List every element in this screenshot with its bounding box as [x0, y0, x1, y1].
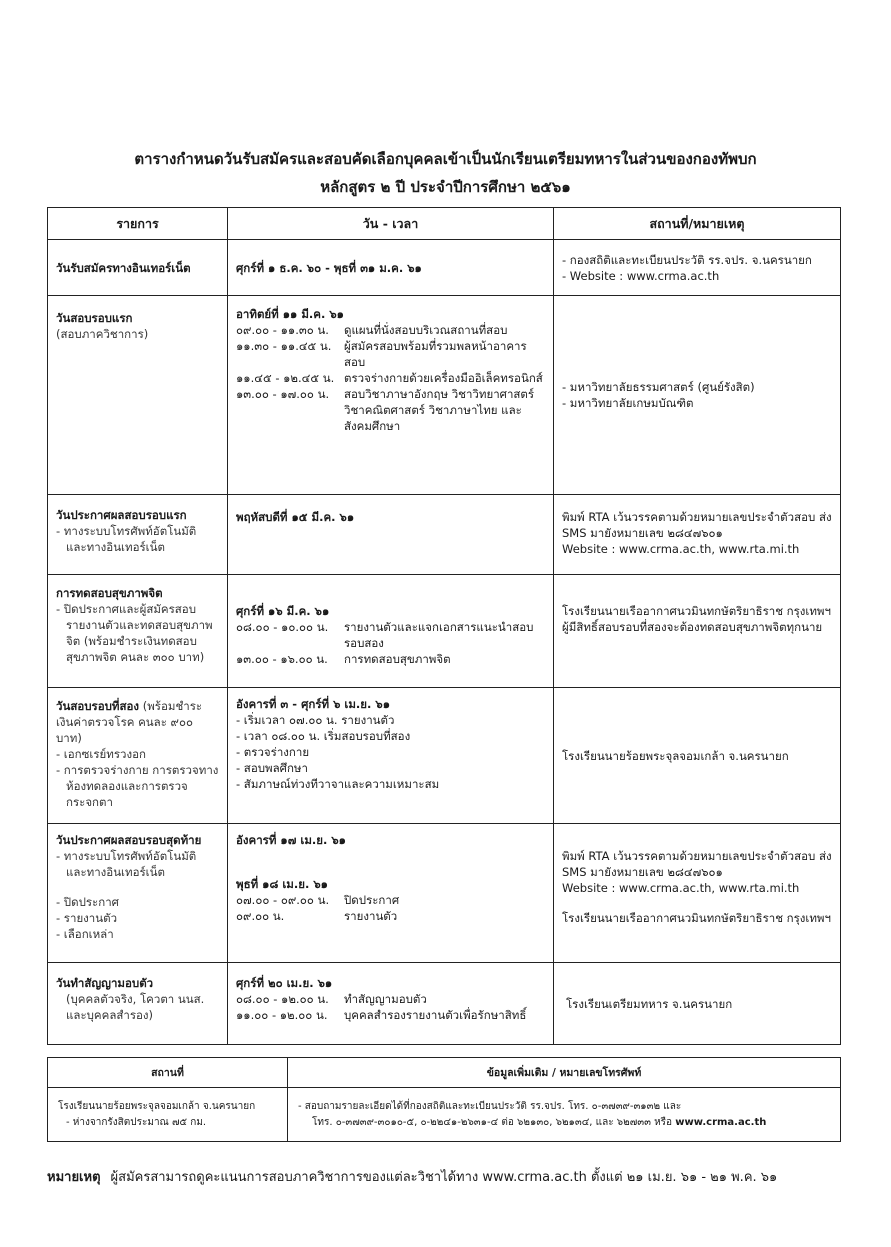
place-line: โรงเรียนนายร้อยพระจุลจอมเกล้า จ.นครนายก	[58, 1100, 256, 1112]
date-label: อาทิตย์ที่ ๑๑ มี.ค. ๖๑	[236, 307, 344, 321]
header-info: ข้อมูลเพิ่มเติม / หมายเลขโทรศัพท์	[288, 1058, 841, 1088]
header-datetime: วัน - เวลา	[228, 208, 554, 240]
row-place	[554, 240, 841, 296]
item-subtitle: (บุคคลตัวจริง, โควตา นนส. และบุคคลสำรอง)	[66, 992, 205, 1022]
row-datetime	[228, 688, 554, 824]
list-item: - สัมภาษณ์ท่วงทีวาจาและความเหมาะสม	[236, 777, 440, 791]
place-line: โรงเรียนนายร้อยพระจุลจอมเกล้า จ.นครนายก	[562, 748, 789, 763]
row-datetime	[228, 296, 554, 495]
place-sub: - ห่างจากรังสิตประมาณ ๗๕ กม.	[66, 1116, 207, 1128]
table-row	[48, 240, 841, 296]
info-line: โทร. ๐-๓๗๓๙-๓๐๑๐-๕, ๐-๒๒๔๑-๒๖๓๑-๔ ต่อ ๖๒๑๓๐, ๖๒๑๓๔, และ ๖๒๗๓๓ หรือ www.crma.ac.th	[312, 1116, 767, 1128]
row-place	[554, 296, 841, 495]
date-label: อังคารที่ ๑๗ เม.ย. ๖๑	[236, 833, 346, 847]
date-label: พุธที่ ๑๘ เม.ย. ๖๑	[236, 877, 328, 891]
item-title: วันรับสมัครทางอินเทอร์เน็ต	[56, 260, 191, 275]
item-subtitle: - ทางระบบโทรศัพท์อัตโนมัติ	[56, 524, 197, 538]
item-subtitle: - ปิดประกาศและผู้สมัครสอบรายงานตัวและทดสอบสุขภาพจิต (พร้อมชำระเงินทดสอบสุขภาพจิต คนละ ๓๐๐ บาท)	[56, 602, 213, 664]
item-title: วันสอบรอบที่สอง (พร้อมชำระเงินค่าตรวจโรค คนละ ๙๐๐ บาท)	[56, 699, 203, 745]
row-place	[554, 824, 841, 963]
row-item	[48, 296, 228, 495]
header-item: รายการ	[48, 208, 228, 240]
table-row	[48, 963, 841, 1045]
place-line: - มหาวิทยาลัยเกษมบัณฑิต	[562, 396, 694, 410]
table-row	[48, 1088, 841, 1142]
date-label: อังคารที่ ๓ - ศุกร์ที่ ๖ เม.ย. ๖๑	[236, 697, 390, 711]
place-line: - Website : www.crma.ac.th	[562, 268, 720, 283]
item-list-entry: - เอกซเรย์ทรวงอก	[56, 747, 146, 761]
document-title: ตารางกำหนดวันรับสมัครและสอบคัดเลือกบุคคลเข้าเป็นนักเรียนเตรียมทหารในส่วนของกองทัพบก	[134, 150, 757, 168]
row-place	[554, 963, 841, 1045]
row-datetime	[228, 575, 554, 688]
date-label: ศุกร์ที่ ๑๖ มี.ค. ๖๑	[236, 604, 330, 618]
time-row: ๐๘.๐๐ - ๑๒.๐๐ น. ทำสัญญามอบตัว	[236, 992, 427, 1006]
row-datetime	[228, 963, 554, 1045]
row-item	[48, 240, 228, 296]
document-subtitle: หลักสูตร ๒ ปี ประจำปีการศึกษา ๒๕๖๑	[320, 178, 571, 196]
table-row	[48, 824, 841, 963]
row-place	[554, 575, 841, 688]
time-row: ๑๑.๔๕ - ๑๒.๔๕ น. ตรวจร่างกายด้วยเครื่องมืออิเล็คทรอนิกส์	[236, 371, 543, 385]
list-item: - สอบพลศึกษา	[236, 761, 308, 775]
footnote-text: ผู้สมัครสามารถดูคะแนนการสอบภาควิชาการของแต่ละวิชาได้ทาง www.crma.ac.th ตั้งแต่ ๒๑ เม.ย. ๖๑ - ๒๑ พ.ค. ๖๑	[110, 1170, 778, 1185]
place-line: Website : www.crma.ac.th, www.rta.mi.th	[562, 881, 800, 895]
table-row	[48, 575, 841, 688]
time-row: ๑๑.๐๐ - ๑๒.๐๐ น. บุคคลสำรองรายงานตัวเพื่อรักษาสิทธิ์	[236, 1008, 527, 1022]
item-title: วันประกาศผลสอบรอบแรก	[56, 508, 187, 522]
time-row: ๐๗.๐๐ - ๐๙.๐๐ น. ปิดประกาศ	[236, 893, 400, 907]
website-link[interactable]: www.crma.ac.th	[675, 1116, 767, 1128]
place-line: พิมพ์ RTA เว้นวรรคตามด้วยหมายเลขประจำตัวสอบ ส่ง SMS มายังหมายเลข ๒๘๔๗๖๐๑	[562, 510, 832, 540]
table-row	[48, 495, 841, 575]
row-item	[48, 963, 228, 1045]
item-subtitle: (สอบภาควิชาการ)	[56, 327, 149, 341]
contact-info	[288, 1088, 841, 1142]
time-row: ๑๓.๐๐ - ๑๖.๐๐ น. การทดสอบสุขภาพจิต	[236, 652, 451, 666]
list-item: - ตรวจร่างกาย	[236, 745, 310, 759]
footnote-label: หมายเหตุ	[47, 1170, 101, 1185]
time-row: ๑๓.๐๐ - ๑๗.๐๐ น. สอบวิชาภาษาอังกฤษ วิชาวิทยาศาสตร์ วิชาคณิตศาสตร์ วิชาภาษาไทย และ สังคมศึกษา	[236, 387, 535, 433]
row-datetime	[228, 495, 554, 575]
item-title: วันประกาศผลสอบรอบสุดท้าย	[56, 833, 202, 847]
table-header-row	[48, 1058, 841, 1088]
table-row	[48, 296, 841, 495]
row-place	[554, 688, 841, 824]
header-place: สถานที่/หมายเหตุ	[554, 208, 841, 240]
contact-table	[47, 1057, 841, 1142]
time-row: ๐๘.๐๐ - ๑๐.๐๐ น. รายงานตัวและแจกเอกสารแนะนำสอบรอบสอง	[236, 620, 534, 650]
place-line: พิมพ์ RTA เว้นวรรคตามด้วยหมายเลขประจำตัวสอบ ส่ง SMS มายังหมายเลข ๒๘๔๗๖๐๑	[562, 849, 832, 879]
row-item	[48, 688, 228, 824]
place-line: - มหาวิทยาลัยธรรมศาสตร์ (ศูนย์รังสิต)	[562, 380, 755, 394]
footnote	[47, 1166, 777, 1187]
row-item	[48, 575, 228, 688]
place-line: โรงเรียนเตรียมทหาร จ.นครนายก	[566, 996, 733, 1011]
time-row: ๑๑.๓๐ - ๑๑.๔๕ น. ผู้สมัครสอบพร้อมที่รวมพลหน้าอาคารสอบ	[236, 339, 527, 369]
item-list-entry: - เลือกเหล่า	[56, 927, 114, 941]
item-subtitle: และทางอินเทอร์เน็ต	[66, 540, 165, 554]
item-title: การทดสอบสุขภาพจิต	[56, 586, 163, 600]
header-place: สถานที่	[48, 1058, 288, 1088]
date-label: ศุกร์ที่ ๑ ธ.ค. ๖๐ - พุธที่ ๓๑ ม.ค. ๖๑	[236, 260, 422, 275]
item-title: วันทำสัญญามอบตัว	[56, 976, 154, 990]
item-subtitle: - ทางระบบโทรศัพท์อัตโนมัติ และทางอินเทอร์เน็ต	[56, 849, 197, 879]
date-label: พฤหัสบดีที่ ๑๕ มี.ค. ๖๑	[236, 510, 355, 524]
place-line: - กองสถิติและทะเบียนประวัติ รร.จปร. จ.นครนายก	[562, 252, 812, 267]
time-row: ๐๙.๐๐ - ๑๑.๓๐ น. ดูแผนที่นั่งสอบบริเวณสถานที่สอบ	[236, 323, 508, 337]
list-item: - เริ่มเวลา ๐๗.๐๐ น. รายงานตัว	[236, 713, 395, 727]
row-place	[554, 495, 841, 575]
place-line: Website : www.crma.ac.th, www.rta.mi.th	[562, 542, 800, 556]
row-datetime	[228, 240, 554, 296]
contact-place	[48, 1088, 288, 1142]
row-datetime	[228, 824, 554, 963]
table-row	[48, 688, 841, 824]
time-row: ๐๙.๐๐ น. รายงานตัว	[236, 909, 398, 923]
place-line: โรงเรียนนายเรืออากาศนวมินทกษัตริยาธิราช กรุงเทพฯ	[562, 911, 831, 925]
item-title: วันสอบรอบแรก	[56, 311, 133, 325]
list-item: - เวลา ๐๘.๐๐ น. เริ่มสอบรอบที่สอง	[236, 729, 411, 743]
place-line: ผู้มีสิทธิ์สอบรอบที่สองจะต้องทดสอบสุขภาพจิตทุกนาย	[562, 620, 823, 634]
date-label: ศุกร์ที่ ๒๐ เม.ย. ๖๑	[236, 976, 333, 990]
table-header-row	[48, 208, 841, 240]
item-list-entry: - การตรวจร่างกาย การตรวจทางห้องทดลองและการตรวจกระจกตา	[56, 763, 219, 809]
info-line: - สอบถามรายละเอียดได้ที่กองสถิติและทะเบียนประวัติ รร.จปร. โทร. ๐-๓๗๓๙-๓๑๓๒ และ	[298, 1100, 682, 1112]
item-list-entry: - ปิดประกาศ	[56, 895, 119, 909]
schedule-table	[47, 207, 841, 1045]
row-item	[48, 824, 228, 963]
item-list-entry: - รายงานตัว	[56, 911, 118, 925]
place-line: โรงเรียนนายเรืออากาศนวมินทกษัตริยาธิราช กรุงเทพฯ	[562, 604, 831, 618]
row-item	[48, 495, 228, 575]
